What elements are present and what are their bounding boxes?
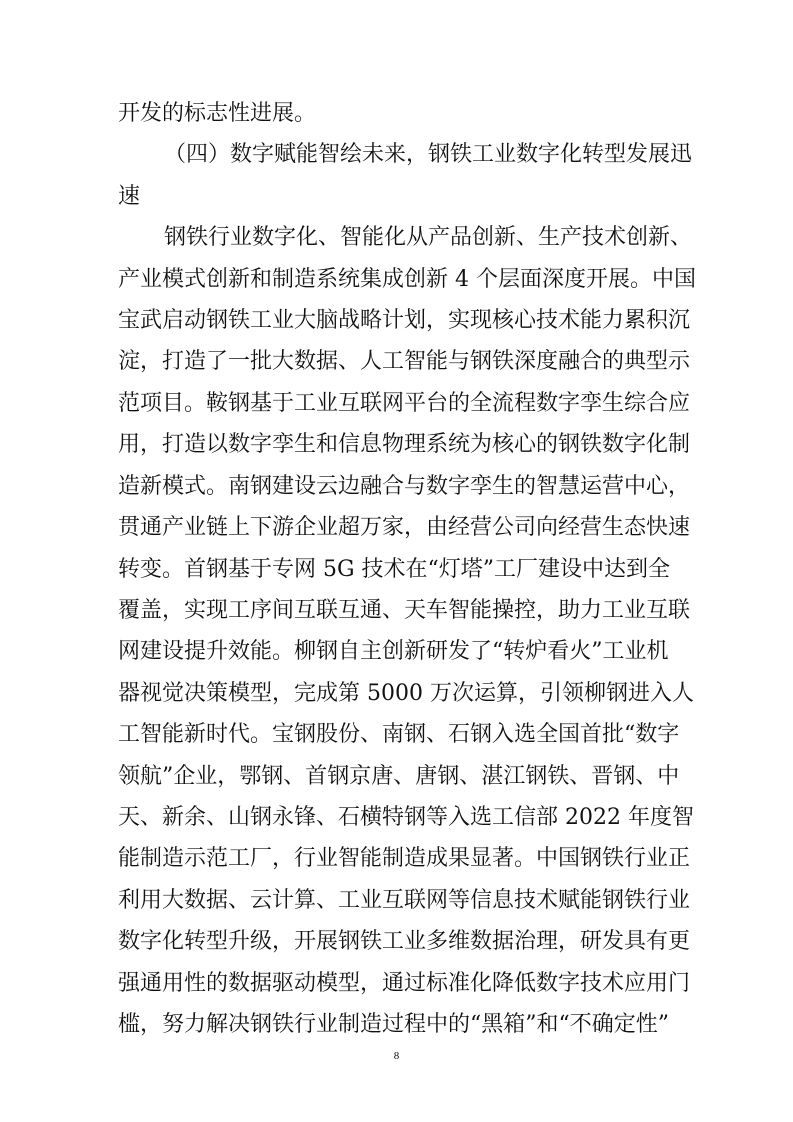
paragraph-line: 网建设提升效能。柳钢自主创新研发了“转炉看火”工业机	[118, 639, 669, 664]
paragraph-line: 工智能新时代。宝钢股份、南钢、石钢入选全国首批“数字	[118, 722, 680, 747]
text-line: 开发的标志性进展。	[118, 101, 317, 126]
paragraph-line: 器视觉决策模型，完成第 5000 万次运算，引领柳钢进入人	[118, 681, 694, 706]
paragraph-line: 强通用性的数据驱动模型，通过标准化降低数字技术应用门	[118, 971, 691, 996]
paragraph-line: 造新模式。南钢建设云边融合与数字孪生的智慧运营中心，	[118, 474, 691, 499]
paragraph-line: 范项目。鞍钢基于工业互联网平台的全流程数字孪生综合应	[118, 391, 691, 416]
paragraph-line: 利用大数据、云计算、工业互联网等信息技术赋能钢铁行业	[118, 888, 691, 913]
paragraph-line: 槛，努力解决钢铁行业制造过程中的“黑箱”和“不确定性”	[118, 1012, 669, 1037]
paragraph-line: 数字化转型升级，开展钢铁工业多维数据治理，研发具有更	[118, 929, 691, 954]
paragraph-line: 领航”企业，鄂钢、首钢京唐、唐钢、湛江钢铁、晋钢、中	[118, 764, 680, 789]
paragraph-line: 用，打造以数字孪生和信息物理系统为核心的钢铁数字化制	[118, 432, 691, 457]
paragraph-line: 宝武启动钢铁工业大脑战略计划，实现核心技术能力累积沉	[118, 308, 691, 333]
paragraph-line: 转变。首钢基于专网 5G 技术在“灯塔”工厂建设中达到全	[118, 557, 671, 582]
page-number: 8	[393, 1050, 400, 1062]
paragraph-line: 贯通产业链上下游企业超万家，由经营公司向经营生态快速	[118, 515, 691, 540]
paragraph-line: 覆盖，实现工序间互联互通、天车智能操控，助力工业互联	[118, 598, 691, 623]
paragraph-line: 能制造示范工厂，行业智能制造成果显著。中国钢铁行业正	[118, 846, 691, 871]
paragraph-line: 淀，打造了一批大数据、人工智能与钢铁深度融合的典型示	[118, 349, 691, 374]
paragraph-line: 天、新余、山钢永锋、石横特钢等入选工信部 2022 年度智	[118, 805, 694, 830]
paragraph-line: 产业模式创新和制造系统集成创新 4 个层面深度开展。中国	[118, 267, 696, 292]
paragraph-line: 钢铁行业数字化、智能化从产品创新、生产技术创新、	[164, 225, 693, 250]
section-heading-continuation: 速	[118, 184, 141, 209]
section-heading: （四）数字赋能智绘未来，钢铁工业数字化转型发展迅	[164, 142, 693, 167]
